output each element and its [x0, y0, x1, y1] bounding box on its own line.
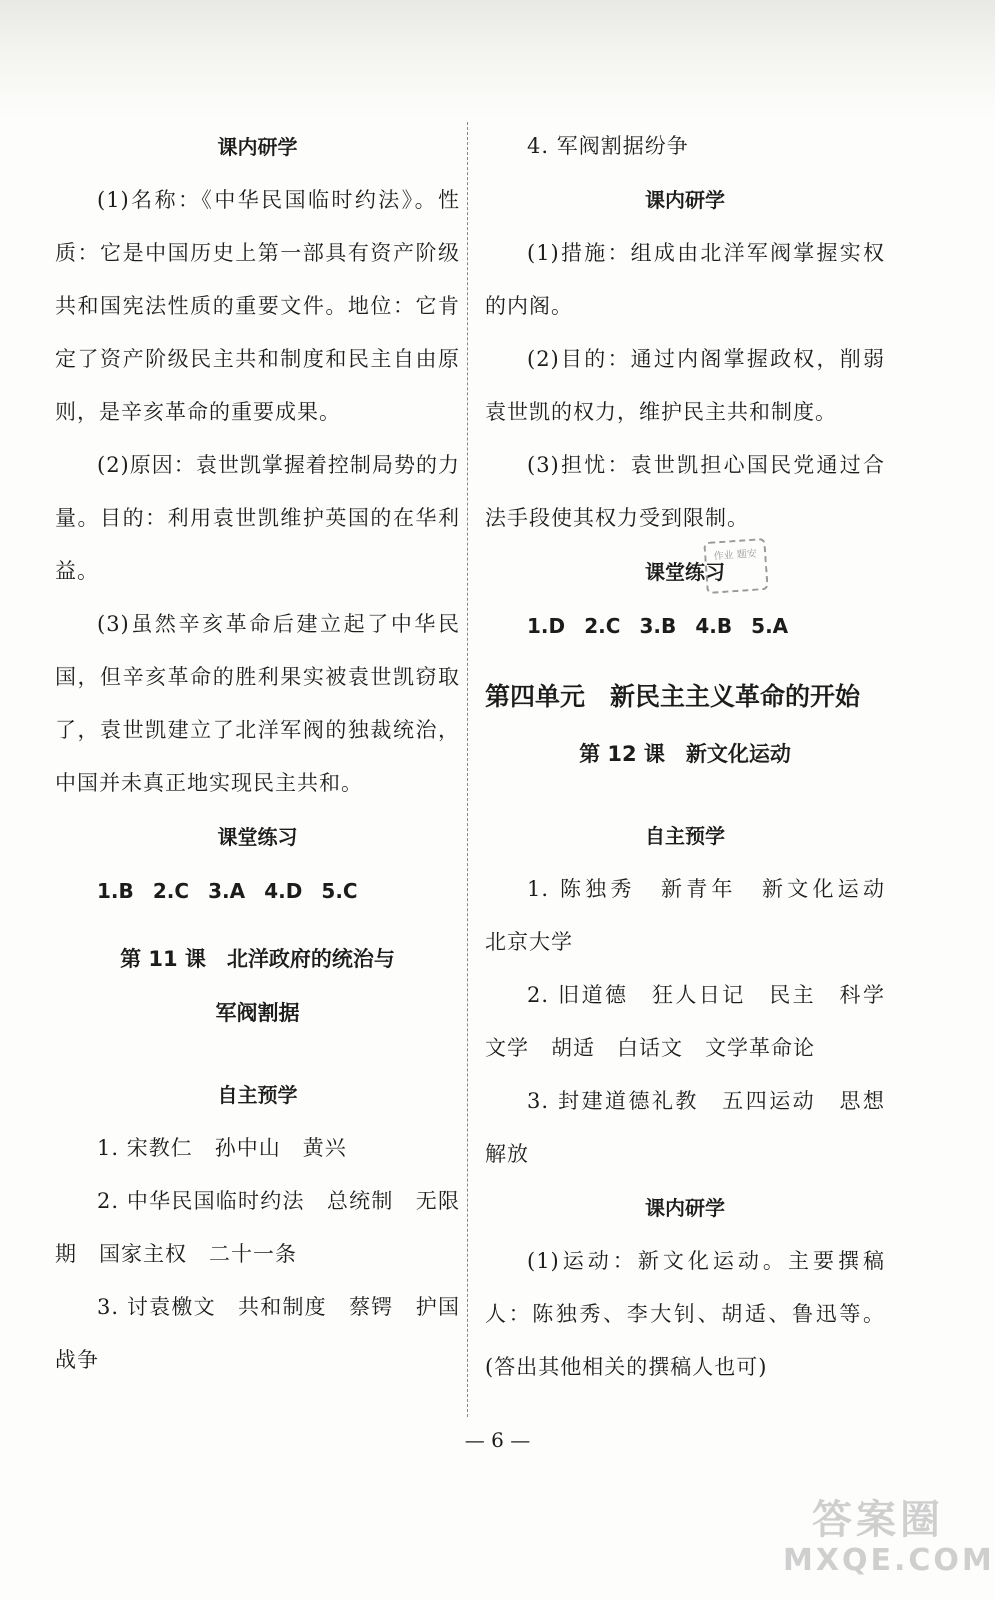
answer-item: 4.B [695, 614, 733, 638]
unit-title: 第四单元 新民主主义革命的开始 [485, 682, 861, 711]
answer-item: 2.C [584, 614, 621, 638]
paragraph: (2)目的：通过内阁掌握政权，削弱袁世凯的权力，维护民主共和制度。 [485, 347, 885, 424]
answer-item: 1.D [527, 614, 566, 638]
answer-item: 4.D [264, 879, 303, 903]
paragraph: 2. 旧道德 狂人日记 民主 科学 文学 胡适 白话文 文学革命论 [485, 983, 907, 1060]
paragraph: 3. 封建道德礼教 五四运动 思想解放 [485, 1089, 885, 1166]
page-number: — 6 — [464, 1428, 531, 1452]
lesson-title: 第 12 课 新文化运动 [579, 742, 791, 766]
answer-list [485, 599, 885, 653]
answer-item: 3.A [208, 879, 246, 903]
paragraph: 1. 宋教仁 孙中山 黄兴 [97, 1136, 347, 1160]
answer-item: 2.C [152, 879, 190, 903]
paragraph: (1)措施：组成由北洋军阀掌握实权的内阁。 [485, 241, 885, 318]
answer-item: 5.C [321, 879, 358, 903]
section-heading: 课内研学 [645, 188, 725, 212]
answer-list [55, 864, 460, 918]
paragraph: (3)虽然辛亥革命后建立起了中华民国，但辛亥革命的胜利果实被袁世凯窃取了，袁世凯建立了北洋军阀的独裁统治，中国并未真正地实现民主共和。 [55, 612, 460, 795]
section-heading: 自主预学 [217, 1083, 298, 1107]
scan-shading [0, 0, 995, 120]
section-heading: 课内研学 [217, 135, 298, 159]
lesson-title: 第 11 课 北洋政府的统治与 [120, 947, 395, 971]
section-heading: 课堂练习 [645, 560, 725, 584]
answer-item: 5.A [751, 614, 789, 638]
section-heading: 课内研学 [645, 1196, 725, 1220]
paragraph: 1. 陈独秀 新青年 新文化运动 北京大学 [485, 877, 907, 954]
answer-item: 1.B [97, 879, 134, 903]
right-column [485, 120, 907, 1394]
paragraph: 4. 军阀割据纷争 [527, 134, 689, 158]
section-heading: 课堂练习 [217, 825, 298, 849]
lesson-title-cont: 军阀割据 [215, 1001, 300, 1025]
paragraph: (3)担忧：袁世凯担心国民党通过合法手段使其权力受到限制。 [485, 453, 885, 530]
watermark-line: 答案圈 [812, 1497, 944, 1543]
stamp: 作业 题安 [703, 538, 768, 594]
section-heading: 自主预学 [645, 824, 725, 848]
answer-item: 3.B [639, 614, 677, 638]
watermark-logo [783, 1496, 995, 1586]
paragraph: (1)运动：新文化运动。主要撰稿人：陈独秀、李大钊、胡适、鲁迅等。(答出其他相关的撰稿人也可) [485, 1249, 885, 1379]
column-divider [467, 122, 468, 1417]
paragraph: (2)原因：袁世凯掌握着控制局势的力量。目的：利用袁世凯维护英国的在华利益。 [55, 453, 460, 583]
paragraph: (1)名称：《中华民国临时约法》。性质：它是中国历史上第一部具有资产阶级共和国宪法性质的重要文件。地位：它肯定了资产阶级民主共和制度和民主自由原则，是辛亥革命的重要成果。 [55, 188, 460, 424]
paragraph: 3. 讨袁檄文 共和制度 蔡锷 护国战争 [55, 1295, 460, 1372]
left-column [55, 120, 460, 1387]
watermark-line: MXQE.COM [783, 1543, 995, 1578]
paragraph: 2. 中华民国临时约法 总统制 无限期 国家主权 二十一条 [55, 1189, 460, 1266]
